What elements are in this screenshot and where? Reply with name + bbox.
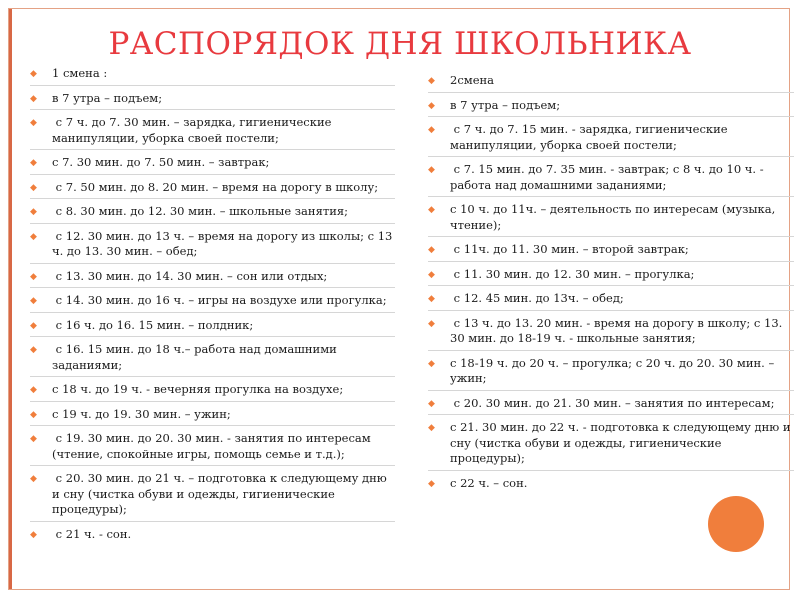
schedule-item: [428, 316, 794, 351]
schedule-item: [428, 202, 794, 237]
schedule-item-text: с 20. 30 мин. до 21 ч. – подготовка к следующему дню и сну (чистка обуви и одежды, гигиенические процедуры);: [52, 471, 391, 516]
schedule-item: [30, 204, 395, 224]
schedule-item-text: с 11. 30 мин. до 12. 30 мин. – прогулка;: [450, 266, 695, 281]
schedule-item: [30, 180, 395, 200]
diamond-bullet-icon: ◆: [30, 182, 37, 193]
diamond-bullet-icon: ◆: [30, 409, 37, 420]
schedule-item: [30, 229, 395, 264]
schedule-item: [428, 162, 794, 197]
schedule-item-text: с 7. 50 мин. до 8. 20 мин. – время на дорогу в школу;: [52, 179, 379, 194]
diamond-bullet-icon: ◆: [30, 296, 37, 306]
diamond-bullet-icon: ◆: [30, 271, 37, 282]
schedule-item: [428, 291, 794, 311]
schedule-item-text: с 8. 30 мин. до 12. 30 мин. – школьные занятия;: [52, 204, 348, 218]
shift-1-column: [30, 66, 395, 551]
diamond-bullet-icon: ◆: [30, 474, 37, 484]
diamond-bullet-icon: ◆: [30, 207, 37, 217]
schedule-item: [428, 356, 794, 391]
diamond-bullet-icon: ◆: [30, 345, 37, 355]
schedule-item: [428, 267, 794, 287]
schedule-item-text: с 13. 30 мин. до 14. 30 мин. – сон или отдых;: [52, 268, 328, 283]
schedule-item: [30, 407, 395, 427]
schedule-item: [428, 420, 794, 471]
schedule-item-text: 1 смена :: [52, 66, 108, 80]
shift-2-column: [428, 73, 794, 500]
schedule-item: [30, 115, 395, 150]
schedule-item-text: с 22 ч. – сон.: [450, 475, 528, 490]
diamond-bullet-icon: ◆: [30, 69, 37, 79]
schedule-item-text: с 7 ч. до 7. 15 мин. - зарядка, гигиенические манипуляции, уборка своей постели;: [450, 122, 732, 152]
diamond-bullet-icon: ◆: [428, 269, 435, 280]
schedule-item-text: с 20. 30 мин. до 21. 30 мин. – занятия по интересам;: [450, 395, 775, 410]
diamond-bullet-icon: ◆: [30, 434, 37, 444]
schedule-item: [30, 527, 395, 547]
schedule-item-text: с 10 ч. до 11ч. – деятельность по интересам (музыка, чтение);: [450, 202, 779, 232]
schedule-item-text: с 16. 15 мин. до 18 ч.– работа над домашними заданиями;: [52, 342, 341, 372]
schedule-item: [30, 431, 395, 466]
schedule-item: [30, 293, 395, 313]
schedule-item-text: с 21. 30 мин. до 22 ч. - подготовка к следующему дню и сну (чистка обуви и одежды, гигиенические процедуры);: [450, 420, 795, 465]
diamond-bullet-icon: ◆: [30, 118, 37, 128]
schedule-item: [30, 66, 395, 86]
schedule-item-text: с 19 ч. до 19. 30 мин. – ужин;: [52, 406, 231, 421]
schedule-item-text: с 18-19 ч. до 20 ч. – прогулка; с 20 ч. до 20. 30 мин. – ужин;: [450, 355, 778, 385]
diamond-bullet-icon: ◆: [30, 529, 37, 540]
schedule-item-text: 2смена: [450, 73, 495, 87]
schedule-item: [428, 73, 794, 93]
diamond-bullet-icon: ◆: [30, 385, 37, 395]
diamond-bullet-icon: ◆: [428, 100, 435, 111]
schedule-item: [30, 471, 395, 522]
diamond-bullet-icon: ◆: [428, 125, 435, 135]
schedule-item: [30, 342, 395, 377]
diamond-bullet-icon: ◆: [428, 423, 435, 433]
diamond-bullet-icon: ◆: [428, 165, 435, 175]
schedule-item-text: в 7 утра – подъем;: [450, 97, 561, 112]
diamond-bullet-icon: ◆: [428, 358, 435, 369]
schedule-item: [30, 318, 395, 338]
schedule-item-text: с 19. 30 мин. до 20. 30 мин. - занятия по интересам (чтение, спокойные игры, помощь семье и т.д.);: [52, 431, 375, 461]
diamond-bullet-icon: ◆: [428, 294, 435, 304]
schedule-item: [428, 122, 794, 157]
schedule-item: [428, 242, 794, 262]
accent-bar: [9, 9, 12, 589]
schedule-item-text: с 14. 30 мин. до 16 ч. – игры на воздухе или прогулка;: [52, 293, 387, 307]
schedule-item-text: с 18 ч. до 19 ч. - вечерняя прогулка на воздухе;: [52, 382, 344, 396]
schedule-item-text: с 21 ч. - сон.: [52, 526, 132, 541]
schedule-item-text: с 12. 30 мин. до 13 ч. – время на дорогу из школы; с 13 ч. до 13. 30 мин. – обед;: [52, 228, 397, 258]
schedule-item: [428, 396, 794, 416]
schedule-item: [428, 98, 794, 118]
schedule-item: [30, 382, 395, 402]
diamond-bullet-icon: ◆: [30, 158, 37, 168]
page-title: РАСПОРЯДОК ДНЯ ШКОЛЬНИКА: [108, 26, 692, 62]
schedule-item-text: с 11ч. до 11. 30 мин. – второй завтрак;: [450, 242, 689, 256]
schedule-item-text: с 12. 45 мин. до 13ч. – обед;: [450, 291, 624, 305]
diamond-bullet-icon: ◆: [428, 318, 435, 329]
schedule-item-text: с 7 ч. до 7. 30 мин. – зарядка, гигиенические манипуляции, уборка своей постели;: [52, 115, 336, 145]
schedule-item: [30, 269, 395, 289]
schedule-item-text: с 7. 30 мин. до 7. 50 мин. – завтрак;: [52, 155, 270, 169]
schedule-item: [428, 476, 794, 496]
diamond-bullet-icon: ◆: [428, 398, 435, 409]
schedule-item: [30, 91, 395, 111]
diamond-bullet-icon: ◆: [30, 320, 37, 331]
diamond-bullet-icon: ◆: [428, 205, 435, 215]
diamond-bullet-icon: ◆: [30, 93, 37, 104]
diamond-bullet-icon: ◆: [428, 245, 435, 255]
schedule-item: [30, 155, 395, 175]
schedule-item-text: с 7. 15 мин. до 7. 35 мин. - завтрак; с 8 ч. до 10 ч. - работа над домашними заданиями;: [450, 162, 768, 192]
schedule-item-text: с 13 ч. до 13. 20 мин. - время на дорогу в школу; с 13. 30 мин. до 18-19 ч. - школьные занятия;: [450, 315, 786, 345]
diamond-bullet-icon: ◆: [428, 76, 435, 86]
diamond-bullet-icon: ◆: [428, 478, 435, 489]
schedule-item-text: с 16 ч. до 16. 15 мин. – полдник;: [52, 317, 254, 332]
schedule-item-text: в 7 утра – подъем;: [52, 90, 163, 105]
decorative-circle: [708, 496, 764, 552]
diamond-bullet-icon: ◆: [30, 231, 37, 242]
